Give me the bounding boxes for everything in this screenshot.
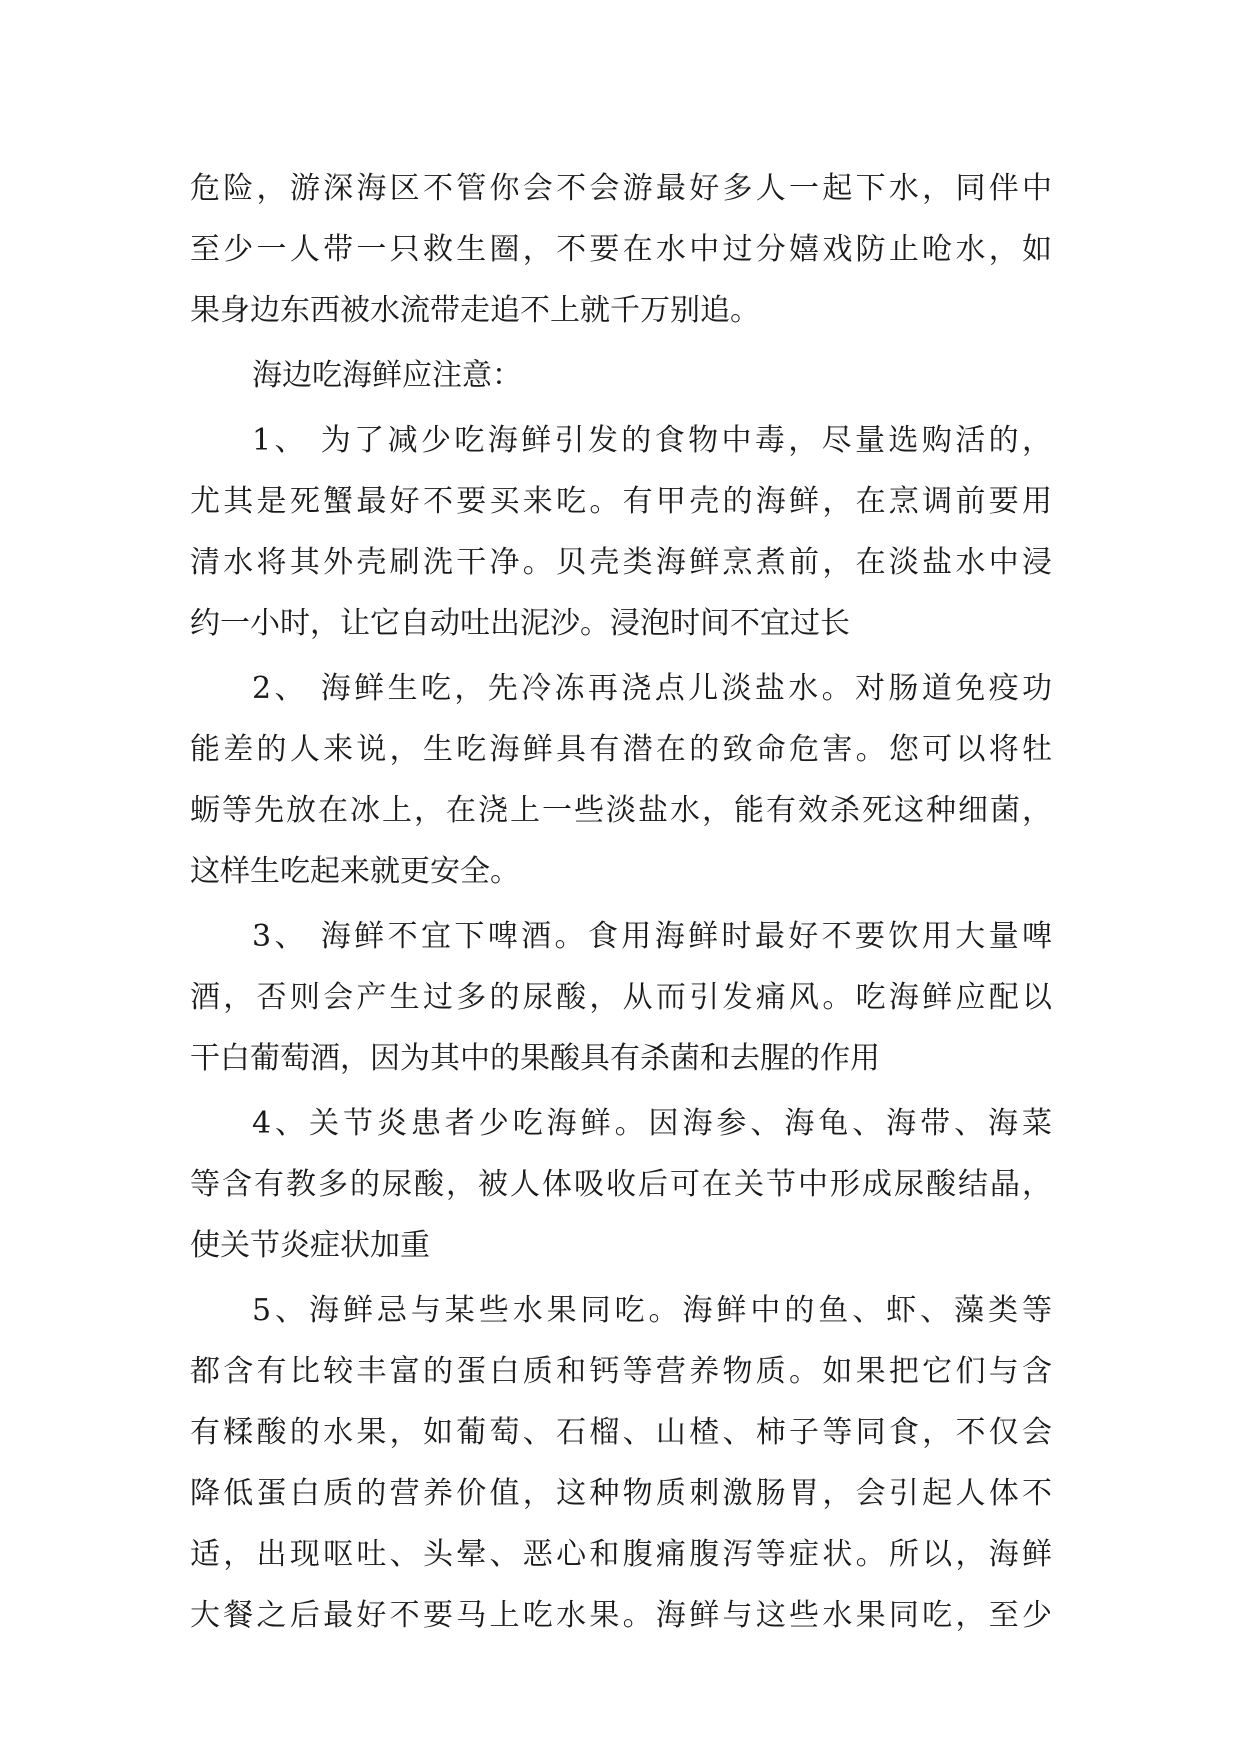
text-line: 这样生吃起来就更安全。: [190, 854, 520, 889]
text-line: 果身边东西被水流带走追不上就千万别追。: [190, 293, 760, 328]
text-line: 有糅酸的水果，如葡萄、石榴、山楂、柿子等同食，不仅会: [190, 1415, 1052, 1450]
text-line: 干白葡萄酒，因为其中的果酸具有杀菌和去腥的作用: [190, 1041, 880, 1076]
text-line: 约一小时，让它自动吐出泥沙。浸泡时间不宜过长: [190, 606, 850, 641]
text-line: 降低蛋白质的营养价值，这种物质刺激肠胃，会引起人体不: [190, 1476, 1052, 1511]
paragraph-seafood-heading: [190, 345, 1052, 406]
document-body: [190, 158, 1052, 1646]
text-line: 清水将其外壳刷洗干净。贝壳类海鲜烹煮前，在淡盐水中浸: [190, 545, 1052, 580]
text-line: 1、 为了减少吃海鲜引发的食物中毒，尽量选购活的，: [252, 423, 1052, 458]
text-line: 危险，游深海区不管你会不会游最好多人一起下水，同伴中: [190, 171, 1052, 206]
text-line: 能差的人来说，生吃海鲜具有潜在的致命危害。您可以将牡: [190, 732, 1052, 767]
list-item-3: [190, 906, 1052, 1089]
list-item-1: [190, 410, 1052, 654]
text-line: 都含有比较丰富的蛋白质和钙等营养物质。如果把它们与含: [190, 1354, 1052, 1389]
text-line: 大餐之后最好不要马上吃水果。海鲜与这些水果同吃，至少: [190, 1598, 1052, 1633]
text-line: 尤其是死蟹最好不要买来吃。有甲壳的海鲜，在烹调前要用: [190, 484, 1052, 519]
text-line: 2、 海鲜生吃，先冷冻再浇点儿淡盐水。对肠道免疫功: [252, 671, 1052, 706]
text-line: 适，出现呕吐、头晕、恶心和腹痛腹泻等症状。所以，海鲜: [190, 1537, 1052, 1572]
text-line: 至少一人带一只救生圈，不要在水中过分嬉戏防止呛水，如: [190, 232, 1052, 267]
text-line: 蛎等先放在冰上，在浇上一些淡盐水，能有效杀死这种细菌，: [190, 793, 1052, 828]
list-item-4: [190, 1093, 1052, 1276]
text-line: 等含有教多的尿酸，被人体吸收后可在关节中形成尿酸结晶，: [190, 1167, 1052, 1202]
section-heading: 海边吃海鲜应注意：: [252, 358, 522, 393]
paragraph-swimming-safety: [190, 158, 1052, 341]
list-item-2: [190, 658, 1052, 902]
text-line: 5、海鲜忌与某些水果同吃。海鲜中的鱼、虾、藻类等: [252, 1293, 1052, 1328]
text-line: 使关节炎症状加重: [190, 1228, 430, 1263]
text-line: 3、 海鲜不宜下啤酒。食用海鲜时最好不要饮用大量啤: [252, 919, 1052, 954]
text-line: 4、关节炎患者少吃海鲜。因海参、海龟、海带、海菜: [252, 1106, 1052, 1141]
text-line: 酒，否则会产生过多的尿酸，从而引发痛风。吃海鲜应配以: [190, 980, 1052, 1015]
list-item-5: [190, 1280, 1052, 1646]
